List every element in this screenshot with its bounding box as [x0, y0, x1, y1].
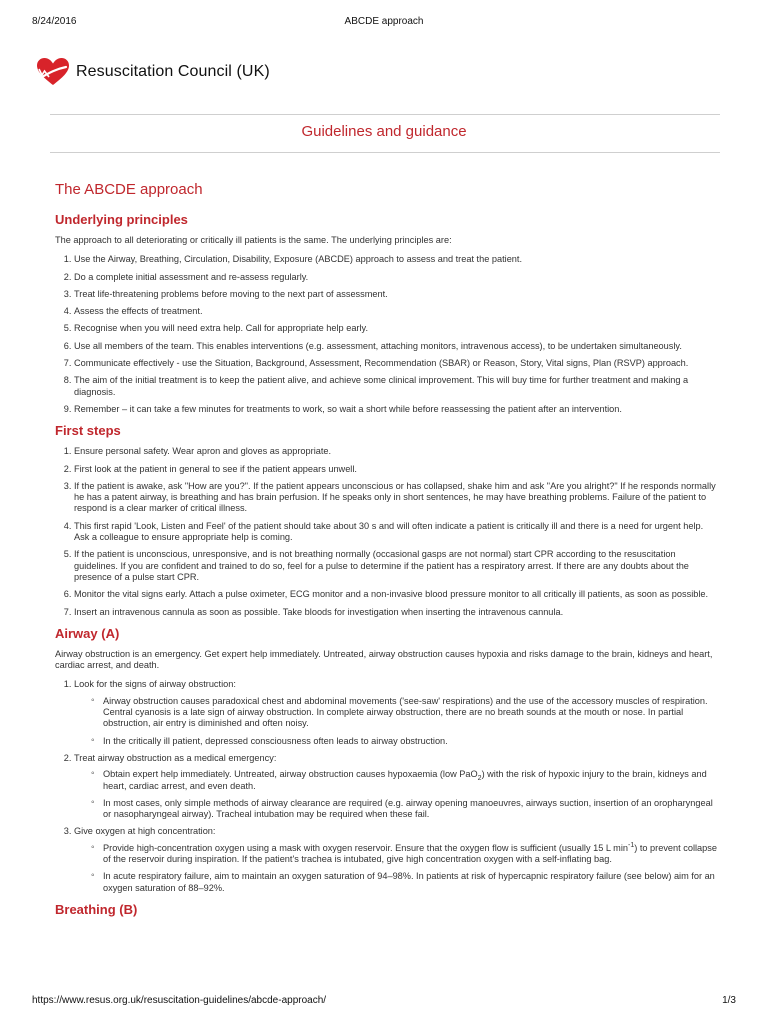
principles-intro: The approach to all deteriorating or critically ill patients is the same. The underlying principles are:: [55, 235, 452, 245]
list-item: 4. This first rapid 'Look, Listen and Feel' of the patient should take about 30 s and will often indicate a patient is critically ill and there is a need for urgent help. Ask a colleague to ensure appropriate help is coming.: [74, 521, 719, 544]
list-item: 5. If the patient is unconscious, unresponsive, and is not breathing normally (occasional gasps are not normal) start CPR according to the resuscitation guidelines. If you are confident and trained to do so, feel for a pulse to determine if the patient has a respiratory arrest. If there are any doubts about the presence of a pulse start CPR.: [74, 549, 719, 583]
print-title: ABCDE approach: [344, 16, 424, 27]
section-heading-breathing: Breathing (B): [55, 901, 138, 917]
text-segment: ) to prevent collapse of the reservoir during inspiration. If the patient's trachea is intubated, give high concentration oxygen with a self-inflating bag.: [103, 842, 717, 864]
sub-list: [74, 843, 719, 894]
text-segment: ) with the risk of hypoxic injury to the brain, kidneys and heart, cardiac arrest, and even death.: [103, 769, 707, 791]
print-header: [32, 16, 736, 30]
sub-list-item: [103, 769, 719, 792]
print-url[interactable]: https://www.resus.org.uk/resuscitation-guidelines/abcde-approach/: [32, 995, 327, 1006]
list-item: 1. Ensure personal safety. Wear apron and gloves as appropriate.: [74, 446, 719, 457]
text-segment: Provide high-concentration oxygen using a mask with oxygen reservoir. Ensure that the oxygen flow is sufficient (usually 15 L min: [103, 842, 628, 853]
list-item: 3. If the patient is awake, ask "How are you?". If the patient appears unconscious or has collapsed, shake him and ask "Are you alright?" If he responds normally he has a patent airway, is breathing and has brain perfusion. If he speaks only in short sentences, he may have breathing problems. Failure of the patient to respond is a clear marker of critical illness.: [74, 481, 719, 515]
list-item: 5. Recognise when you will need extra help. Call for appropriate help early.: [74, 323, 719, 334]
heart-logo-icon: [36, 57, 70, 87]
list-item: [74, 679, 719, 746]
first-steps-list: [55, 446, 719, 618]
print-footer: [32, 995, 736, 1009]
list-item: [74, 753, 719, 820]
principles-list: [55, 254, 719, 415]
org-name: Resuscitation Council (UK): [76, 63, 270, 80]
section-heading-airway: Airway (A): [55, 625, 120, 641]
list-item-label: Look for the signs of airway obstruction:: [74, 679, 236, 690]
page-number: 1/3: [722, 995, 736, 1006]
list-item: 6. Monitor the vital signs early. Attach a pulse oximeter, ECG monitor and a non-invasive blood pressure monitor to all critically ill patients, as soon as possible.: [74, 589, 719, 600]
sub-list-item: ◦ In the critically ill patient, depressed consciousness often leads to airway obstruction.: [103, 736, 719, 747]
rcuk-logo[interactable]: [36, 57, 270, 87]
sub-list-item: ◦ In most cases, only simple methods of airway clearance are required (e.g. airway opening manoeuvres, airways suction, insertion of an oropharyngeal or nasopharyngeal airway). Tracheal intubation may be required when these fail.: [103, 798, 719, 821]
sub-list-item: [103, 843, 719, 866]
section-heading-principles: Underlying principles: [55, 212, 188, 227]
banner-title: Guidelines and guidance: [301, 123, 467, 140]
list-item-label: Treat airway obstruction as a medical emergency:: [74, 752, 277, 763]
sub-list: [74, 696, 719, 747]
text-segment: Obtain expert help immediately. Untreated, airway obstruction causes hypoxaemia (low PaO: [103, 769, 478, 780]
sub-list-item: ◦ Airway obstruction causes paradoxical chest and abdominal movements ('see-saw' respirations) and the use of the accessory muscles of respiration. Central cyanosis is a late sign of airway obstruction. In complete airway obstruction, there are no breath sounds at the mouth or nose. In partial obstruction, air entry is diminished and often noisy.: [103, 696, 719, 730]
sub-list-item: ◦ In acute respiratory failure, aim to maintain an oxygen saturation of 94–98%. In patients at risk of hypercapnic respiratory failure (see below) aim for an oxygen saturation of 88–92%.: [103, 871, 719, 894]
article: [55, 181, 719, 925]
list-item: 8. The aim of the initial treatment is to keep the patient alive, and achieve some clinical improvement. This will buy time for further treatment and making a diagnosis.: [74, 375, 719, 398]
list-item: 2. First look at the patient in general to see if the patient appears unwell.: [74, 464, 719, 475]
article-title: The ABCDE approach: [55, 181, 203, 198]
superscript: -1: [627, 841, 635, 849]
divider: [50, 152, 720, 153]
list-item: 6. Use all members of the team. This enables interventions (e.g. assessment, attaching monitors, intravenous access), to be undertaken simultaneously.: [74, 341, 719, 352]
list-item: 7. Insert an intravenous cannula as soon as possible. Take bloods for investigation when inserting the intravenous cannula.: [74, 607, 719, 618]
divider: [50, 114, 720, 115]
sub-list: [74, 769, 719, 820]
list-item: 3. Treat life-threatening problems before moving to the next part of assessment.: [74, 289, 719, 300]
airway-intro: Airway obstruction is an emergency. Get expert help immediately. Untreated, airway obstruction causes hypoxia and risks damage to the brain, kidneys and heart, cardiac arrest, and death.: [55, 648, 713, 671]
list-item-label: Give oxygen at high concentration:: [74, 826, 216, 837]
airway-list: [55, 679, 719, 893]
list-item: 7. Communicate effectively - use the Situation, Background, Assessment, Recommendation (SBAR) or Reason, Story, Vital signs, Plan (RSVP) approach.: [74, 358, 719, 369]
list-item: 4. Assess the effects of treatment.: [74, 306, 719, 317]
list-item: 1. Use the Airway, Breathing, Circulation, Disability, Exposure (ABCDE) approach to assess and treat the patient.: [74, 254, 719, 265]
print-date: 8/24/2016: [32, 16, 77, 27]
list-item: 9. Remember – it can take a few minutes for treatments to work, so wait a short while before reassessing the patient after an intervention.: [74, 404, 719, 415]
list-item: 2. Do a complete initial assessment and re-assess regularly.: [74, 272, 719, 283]
section-heading-first-steps: First steps: [55, 423, 121, 439]
subscript: 2: [477, 775, 482, 783]
list-item: [74, 826, 719, 893]
